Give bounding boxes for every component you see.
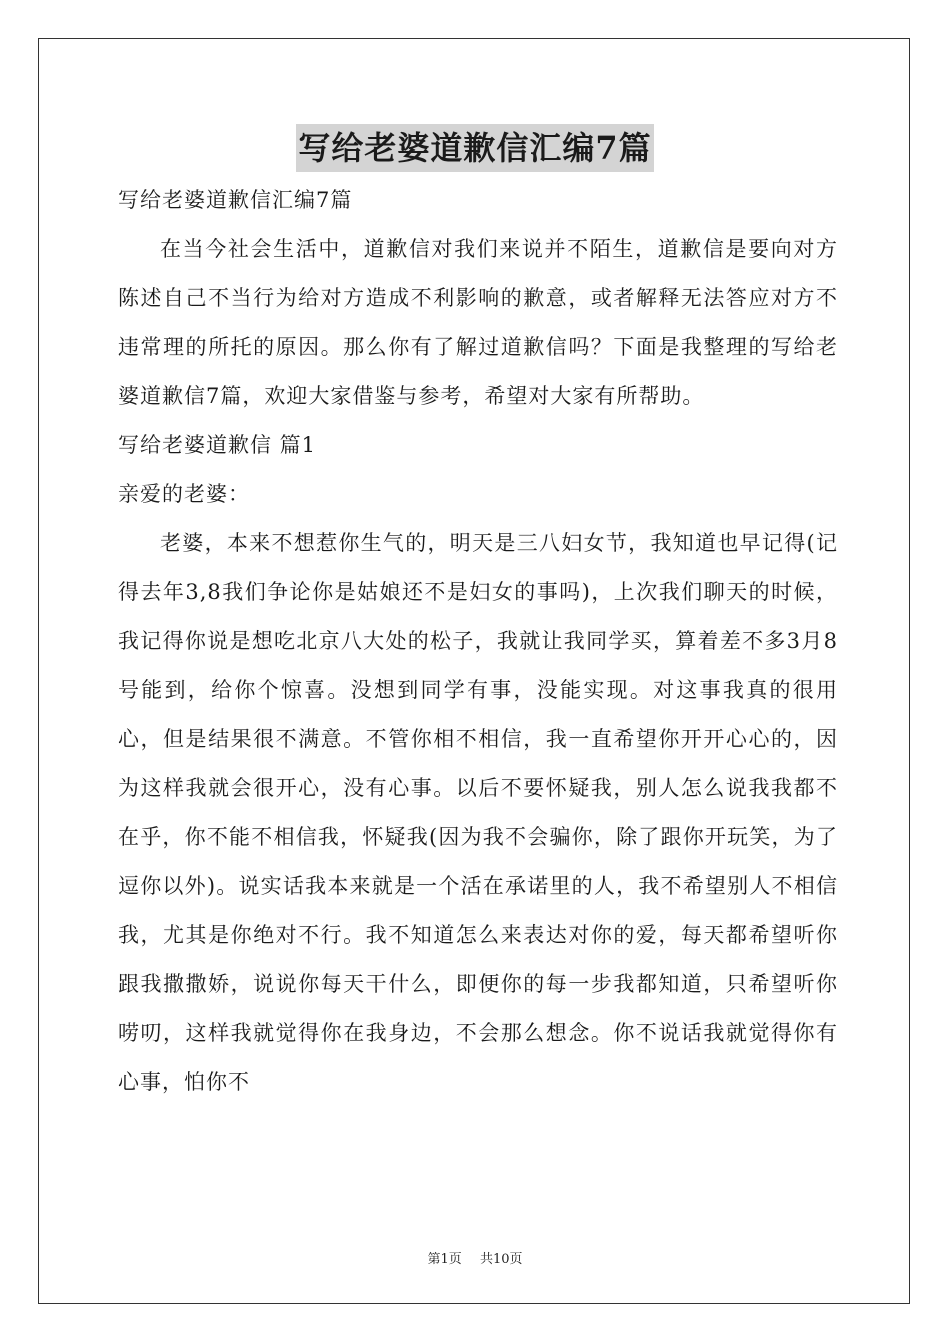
- page-footer: [0, 1248, 950, 1267]
- letter-paragraph: 老婆，本来不想惹你生气的，明天是三八妇女节，我知道也早记得(记得去年3,8我们争论你是姑娘还不是妇女的事吗)，上次我们聊天的时候，我记得你说是想吃北京八大处的松子，我就让我同学买，算着差不多3月8号能到，给你个惊喜。没想到同学有事，没能实现。对这事我真的很用心，但是结果很不满意。不管你相不相信，我一直希望你开开心心的，因为这样我就会很开心，没有心事。以后不要怀疑我，别人怎么说我我都不在乎，你不能不相信我，怀疑我(因为我不会骗你，除了跟你开玩笑，为了逗你以外)。说实话我本来就是一个活在承诺里的人，我不希望别人不相信我，尤其是你绝对不行。我不知道怎么来表达对你的爱，每天都希望听你跟我撒撒娇，说说你每天干什么，即便你的每一步我都知道，只希望听你唠叨，这样我就觉得你在我身边，不会那么想念。你不说话我就觉得你有心事，怕你不: [118, 531, 838, 1094]
- page-number: 第1页: [427, 1252, 462, 1267]
- section-heading: 写给老婆道歉信 篇1: [118, 433, 317, 457]
- subtitle-line: 写给老婆道歉信汇编7篇: [118, 188, 353, 212]
- title-highlight: 写给老婆道歉信汇编7篇: [296, 124, 653, 172]
- document-title: [0, 124, 950, 172]
- document-body: [118, 176, 838, 1107]
- page-total: 共10页: [479, 1252, 523, 1267]
- salutation: 亲爱的老婆：: [118, 482, 250, 506]
- intro-paragraph: 在当今社会生活中，道歉信对我们来说并不陌生，道歉信是要向对方陈述自己不当行为给对方造成不利影响的歉意，或者解释无法答应对方不违常理的所托的原因。那么你有了解过道歉信吗？下面是我整理的写给老婆道歉信7篇，欢迎大家借鉴与参考，希望对大家有所帮助。: [118, 237, 838, 408]
